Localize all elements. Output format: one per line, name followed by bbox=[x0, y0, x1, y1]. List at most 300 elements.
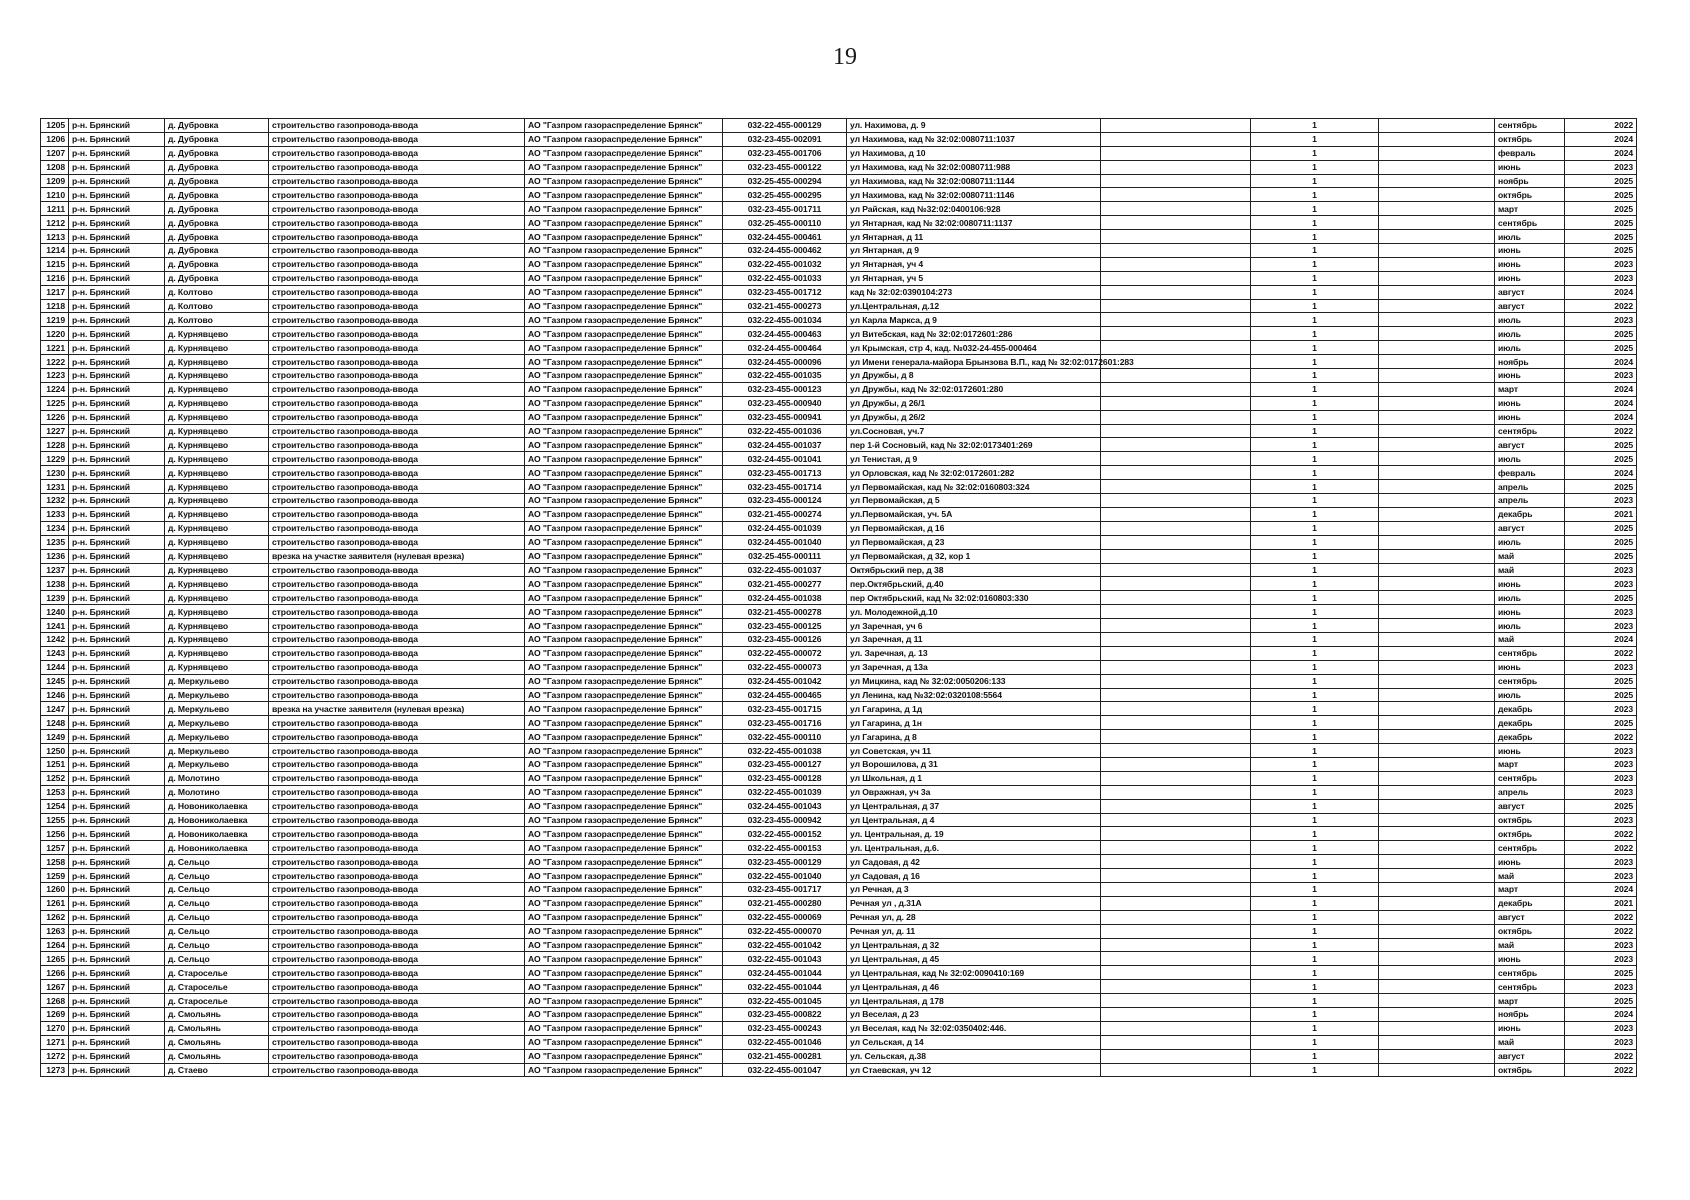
cell-application-code: 032-24-455-000465 bbox=[723, 688, 847, 702]
cell-address: ул Садовая, д 42 bbox=[847, 855, 1101, 869]
cell-quantity: 1 bbox=[1251, 813, 1379, 827]
cell-work-type: строительство газопровода-ввода bbox=[269, 507, 525, 521]
cell-empty-col bbox=[1101, 244, 1251, 258]
cell-year: 2024 bbox=[1565, 382, 1637, 396]
cell-district: р-н. Брянский bbox=[69, 577, 165, 591]
cell-empty-col-2 bbox=[1379, 438, 1495, 452]
cell-address: ул Гагарина, д 1н bbox=[847, 716, 1101, 730]
cell-address: ул Янтарная, уч 4 bbox=[847, 257, 1101, 271]
cell-row-number: 1238 bbox=[41, 577, 69, 591]
cell-settlement: д. Курнявцево bbox=[165, 549, 269, 563]
table-row bbox=[41, 507, 1637, 521]
cell-empty-col bbox=[1101, 480, 1251, 494]
cell-organization: АО "Газпром газораспределение Брянск" bbox=[525, 771, 723, 785]
cell-address: ул Витебская, кад № 32:02:0172601:286 bbox=[847, 327, 1101, 341]
cell-application-code: 032-24-455-001040 bbox=[723, 535, 847, 549]
cell-month: декабрь bbox=[1495, 507, 1565, 521]
cell-quantity: 1 bbox=[1251, 146, 1379, 160]
cell-application-code: 032-21-455-000278 bbox=[723, 605, 847, 619]
cell-address: ул Ленина, кад №32:02:0320108:5564 bbox=[847, 688, 1101, 702]
cell-address: ул Центральная, д 32 bbox=[847, 938, 1101, 952]
cell-organization: АО "Газпром газораспределение Брянск" bbox=[525, 521, 723, 535]
cell-quantity: 1 bbox=[1251, 494, 1379, 508]
cell-organization: АО "Газпром газораспределение Брянск" bbox=[525, 730, 723, 744]
cell-month: май bbox=[1495, 938, 1565, 952]
cell-address: Речная ул , д.31А bbox=[847, 896, 1101, 910]
cell-district: р-н. Брянский bbox=[69, 910, 165, 924]
cell-work-type: строительство газопровода-ввода bbox=[269, 577, 525, 591]
cell-quantity: 1 bbox=[1251, 160, 1379, 174]
cell-address: ул Овражная, уч 3а bbox=[847, 785, 1101, 799]
cell-quantity: 1 bbox=[1251, 674, 1379, 688]
cell-row-number: 1229 bbox=[41, 452, 69, 466]
cell-row-number: 1243 bbox=[41, 646, 69, 660]
cell-district: р-н. Брянский bbox=[69, 841, 165, 855]
cell-empty-col bbox=[1101, 632, 1251, 646]
cell-organization: АО "Газпром газораспределение Брянск" bbox=[525, 174, 723, 188]
cell-year: 2023 bbox=[1565, 869, 1637, 883]
cell-application-code: 032-24-455-000462 bbox=[723, 244, 847, 258]
table-row bbox=[41, 646, 1637, 660]
cell-empty-col-2 bbox=[1379, 1063, 1495, 1077]
cell-empty-col-2 bbox=[1379, 771, 1495, 785]
cell-row-number: 1265 bbox=[41, 952, 69, 966]
cell-work-type: строительство газопровода-ввода bbox=[269, 494, 525, 508]
cell-empty-col-2 bbox=[1379, 841, 1495, 855]
cell-empty-col-2 bbox=[1379, 480, 1495, 494]
cell-work-type: строительство газопровода-ввода bbox=[269, 146, 525, 160]
cell-address: ул Ворошилова, д 31 bbox=[847, 757, 1101, 771]
table-row bbox=[41, 257, 1637, 271]
cell-year: 2022 bbox=[1565, 910, 1637, 924]
cell-year: 2022 bbox=[1565, 119, 1637, 133]
cell-empty-col bbox=[1101, 369, 1251, 383]
cell-row-number: 1270 bbox=[41, 1021, 69, 1035]
cell-organization: АО "Газпром газораспределение Брянск" bbox=[525, 716, 723, 730]
cell-work-type: строительство газопровода-ввода bbox=[269, 896, 525, 910]
cell-year: 2024 bbox=[1565, 146, 1637, 160]
cell-row-number: 1206 bbox=[41, 132, 69, 146]
cell-work-type: строительство газопровода-ввода bbox=[269, 813, 525, 827]
cell-district: р-н. Брянский bbox=[69, 230, 165, 244]
cell-address: ул Райская, кад №32:02:0400106:928 bbox=[847, 202, 1101, 216]
cell-row-number: 1237 bbox=[41, 563, 69, 577]
cell-settlement: д. Курнявцево bbox=[165, 327, 269, 341]
cell-row-number: 1245 bbox=[41, 674, 69, 688]
cell-address: ул. Молодежной,д.10 bbox=[847, 605, 1101, 619]
table-row bbox=[41, 1049, 1637, 1063]
cell-row-number: 1228 bbox=[41, 438, 69, 452]
cell-application-code: 032-22-455-001033 bbox=[723, 271, 847, 285]
cell-month: июнь bbox=[1495, 257, 1565, 271]
cell-year: 2023 bbox=[1565, 160, 1637, 174]
cell-district: р-н. Брянский bbox=[69, 924, 165, 938]
cell-empty-col-2 bbox=[1379, 369, 1495, 383]
cell-empty-col bbox=[1101, 646, 1251, 660]
cell-work-type: строительство газопровода-ввода bbox=[269, 188, 525, 202]
cell-year: 2022 bbox=[1565, 424, 1637, 438]
cell-organization: АО "Газпром газораспределение Брянск" bbox=[525, 410, 723, 424]
table-row bbox=[41, 716, 1637, 730]
cell-row-number: 1269 bbox=[41, 1008, 69, 1022]
cell-application-code: 032-23-455-001712 bbox=[723, 285, 847, 299]
cell-empty-col-2 bbox=[1379, 341, 1495, 355]
cell-year: 2025 bbox=[1565, 341, 1637, 355]
cell-organization: АО "Газпром газораспределение Брянск" bbox=[525, 438, 723, 452]
cell-row-number: 1234 bbox=[41, 521, 69, 535]
cell-address: ул Веселая, кад № 32:02:0350402:446. bbox=[847, 1021, 1101, 1035]
cell-empty-col-2 bbox=[1379, 674, 1495, 688]
cell-year: 2024 bbox=[1565, 466, 1637, 480]
cell-district: р-н. Брянский bbox=[69, 757, 165, 771]
table-row bbox=[41, 424, 1637, 438]
cell-quantity: 1 bbox=[1251, 313, 1379, 327]
cell-empty-col-2 bbox=[1379, 216, 1495, 230]
cell-application-code: 032-22-455-001036 bbox=[723, 424, 847, 438]
cell-address: кад № 32:02:0390104:273 bbox=[847, 285, 1101, 299]
cell-empty-col-2 bbox=[1379, 813, 1495, 827]
cell-address: Октябрьский пер, д 38 bbox=[847, 563, 1101, 577]
cell-district: р-н. Брянский bbox=[69, 1021, 165, 1035]
cell-row-number: 1266 bbox=[41, 966, 69, 980]
cell-application-code: 032-21-455-000274 bbox=[723, 507, 847, 521]
cell-address: ул Сельская, д 14 bbox=[847, 1035, 1101, 1049]
cell-organization: АО "Газпром газораспределение Брянск" bbox=[525, 980, 723, 994]
cell-empty-col-2 bbox=[1379, 230, 1495, 244]
cell-year: 2024 bbox=[1565, 396, 1637, 410]
cell-year: 2022 bbox=[1565, 924, 1637, 938]
cell-settlement: д. Сельцо bbox=[165, 938, 269, 952]
cell-district: р-н. Брянский bbox=[69, 216, 165, 230]
cell-district: р-н. Брянский bbox=[69, 688, 165, 702]
cell-settlement: д. Дубровка bbox=[165, 174, 269, 188]
cell-year: 2025 bbox=[1565, 216, 1637, 230]
cell-row-number: 1259 bbox=[41, 869, 69, 883]
cell-work-type: строительство газопровода-ввода bbox=[269, 688, 525, 702]
cell-application-code: 032-22-455-001042 bbox=[723, 938, 847, 952]
cell-year: 2023 bbox=[1565, 702, 1637, 716]
cell-quantity: 1 bbox=[1251, 271, 1379, 285]
cell-address: ул Карла Маркса, д 9 bbox=[847, 313, 1101, 327]
cell-application-code: 032-23-455-001711 bbox=[723, 202, 847, 216]
cell-settlement: д. Дубровка bbox=[165, 119, 269, 133]
table-row bbox=[41, 702, 1637, 716]
cell-district: р-н. Брянский bbox=[69, 410, 165, 424]
cell-settlement: д. Курнявцево bbox=[165, 410, 269, 424]
cell-work-type: строительство газопровода-ввода bbox=[269, 910, 525, 924]
registry-table bbox=[40, 118, 1637, 1077]
cell-year: 2023 bbox=[1565, 813, 1637, 827]
cell-address: ул Имени генерала-майора Брынзова В.П., кад № 32:02:0172601:283 bbox=[847, 355, 1101, 369]
cell-organization: АО "Газпром газораспределение Брянск" bbox=[525, 244, 723, 258]
cell-settlement: д. Новониколаевка bbox=[165, 841, 269, 855]
cell-empty-col bbox=[1101, 146, 1251, 160]
table-row bbox=[41, 341, 1637, 355]
table-row bbox=[41, 660, 1637, 674]
cell-work-type: строительство газопровода-ввода bbox=[269, 160, 525, 174]
table-row bbox=[41, 757, 1637, 771]
cell-row-number: 1262 bbox=[41, 910, 69, 924]
cell-year: 2025 bbox=[1565, 549, 1637, 563]
cell-work-type: строительство газопровода-ввода bbox=[269, 730, 525, 744]
cell-district: р-н. Брянский bbox=[69, 452, 165, 466]
cell-quantity: 1 bbox=[1251, 244, 1379, 258]
cell-organization: АО "Газпром газораспределение Брянск" bbox=[525, 924, 723, 938]
cell-month: июль bbox=[1495, 688, 1565, 702]
table-row bbox=[41, 480, 1637, 494]
cell-row-number: 1267 bbox=[41, 980, 69, 994]
cell-application-code: 032-22-455-001034 bbox=[723, 313, 847, 327]
cell-work-type: строительство газопровода-ввода bbox=[269, 132, 525, 146]
cell-application-code: 032-22-455-001032 bbox=[723, 257, 847, 271]
cell-month: ноябрь bbox=[1495, 1008, 1565, 1022]
cell-row-number: 1223 bbox=[41, 369, 69, 383]
cell-quantity: 1 bbox=[1251, 910, 1379, 924]
cell-organization: АО "Газпром газораспределение Брянск" bbox=[525, 896, 723, 910]
cell-year: 2024 bbox=[1565, 882, 1637, 896]
cell-quantity: 1 bbox=[1251, 216, 1379, 230]
cell-quantity: 1 bbox=[1251, 841, 1379, 855]
cell-year: 2023 bbox=[1565, 271, 1637, 285]
cell-empty-col-2 bbox=[1379, 132, 1495, 146]
cell-empty-col bbox=[1101, 507, 1251, 521]
cell-row-number: 1244 bbox=[41, 660, 69, 674]
cell-organization: АО "Газпром газораспределение Брянск" bbox=[525, 549, 723, 563]
cell-organization: АО "Газпром газораспределение Брянск" bbox=[525, 605, 723, 619]
cell-settlement: д. Меркульево bbox=[165, 702, 269, 716]
cell-address: ул Янтарная, уч 5 bbox=[847, 271, 1101, 285]
cell-empty-col-2 bbox=[1379, 549, 1495, 563]
cell-application-code: 032-21-455-000277 bbox=[723, 577, 847, 591]
cell-row-number: 1219 bbox=[41, 313, 69, 327]
cell-empty-col bbox=[1101, 313, 1251, 327]
cell-row-number: 1264 bbox=[41, 938, 69, 952]
cell-year: 2023 bbox=[1565, 313, 1637, 327]
table-row bbox=[41, 980, 1637, 994]
cell-month: сентябрь bbox=[1495, 646, 1565, 660]
table-row bbox=[41, 605, 1637, 619]
cell-quantity: 1 bbox=[1251, 757, 1379, 771]
cell-row-number: 1247 bbox=[41, 702, 69, 716]
cell-district: р-н. Брянский bbox=[69, 966, 165, 980]
cell-settlement: д. Меркульево bbox=[165, 730, 269, 744]
cell-address: ул.Центральная, д.12 bbox=[847, 299, 1101, 313]
cell-empty-col bbox=[1101, 410, 1251, 424]
cell-month: сентябрь bbox=[1495, 771, 1565, 785]
cell-empty-col bbox=[1101, 605, 1251, 619]
cell-address: ул Заречная, уч 6 bbox=[847, 619, 1101, 633]
cell-settlement: д. Меркульево bbox=[165, 716, 269, 730]
cell-work-type: строительство газопровода-ввода bbox=[269, 591, 525, 605]
cell-organization: АО "Газпром газораспределение Брянск" bbox=[525, 966, 723, 980]
cell-empty-col bbox=[1101, 424, 1251, 438]
cell-quantity: 1 bbox=[1251, 896, 1379, 910]
cell-empty-col bbox=[1101, 452, 1251, 466]
cell-row-number: 1209 bbox=[41, 174, 69, 188]
cell-row-number: 1224 bbox=[41, 382, 69, 396]
cell-month: сентябрь bbox=[1495, 216, 1565, 230]
cell-district: р-н. Брянский bbox=[69, 202, 165, 216]
cell-empty-col bbox=[1101, 160, 1251, 174]
cell-settlement: д. Стаево bbox=[165, 1063, 269, 1077]
cell-settlement: д. Курнявцево bbox=[165, 577, 269, 591]
cell-settlement: д. Курнявцево bbox=[165, 660, 269, 674]
cell-empty-col-2 bbox=[1379, 521, 1495, 535]
cell-empty-col bbox=[1101, 966, 1251, 980]
cell-address: ул Орловская, кад № 32:02:0172601:282 bbox=[847, 466, 1101, 480]
cell-work-type: строительство газопровода-ввода bbox=[269, 119, 525, 133]
cell-work-type: строительство газопровода-ввода bbox=[269, 1008, 525, 1022]
cell-organization: АО "Газпром газораспределение Брянск" bbox=[525, 188, 723, 202]
cell-month: ноябрь bbox=[1495, 355, 1565, 369]
table-row bbox=[41, 994, 1637, 1008]
cell-empty-col-2 bbox=[1379, 299, 1495, 313]
cell-address: ул. Сельская, д.38 bbox=[847, 1049, 1101, 1063]
cell-settlement: д. Курнявцево bbox=[165, 438, 269, 452]
cell-empty-col bbox=[1101, 924, 1251, 938]
cell-year: 2022 bbox=[1565, 1063, 1637, 1077]
cell-application-code: 032-22-455-001039 bbox=[723, 785, 847, 799]
cell-month: март bbox=[1495, 757, 1565, 771]
cell-empty-col bbox=[1101, 299, 1251, 313]
cell-work-type: строительство газопровода-ввода bbox=[269, 952, 525, 966]
cell-empty-col bbox=[1101, 716, 1251, 730]
cell-settlement: д. Курнявцево bbox=[165, 507, 269, 521]
cell-settlement: д. Курнявцево bbox=[165, 369, 269, 383]
cell-district: р-н. Брянский bbox=[69, 1063, 165, 1077]
cell-work-type: строительство газопровода-ввода bbox=[269, 216, 525, 230]
cell-quantity: 1 bbox=[1251, 355, 1379, 369]
cell-organization: АО "Газпром газораспределение Брянск" bbox=[525, 632, 723, 646]
cell-row-number: 1218 bbox=[41, 299, 69, 313]
cell-district: р-н. Брянский bbox=[69, 882, 165, 896]
cell-application-code: 032-22-455-001040 bbox=[723, 869, 847, 883]
cell-work-type: строительство газопровода-ввода bbox=[269, 994, 525, 1008]
cell-empty-col-2 bbox=[1379, 952, 1495, 966]
cell-empty-col bbox=[1101, 896, 1251, 910]
cell-organization: АО "Газпром газораспределение Брянск" bbox=[525, 271, 723, 285]
cell-row-number: 1227 bbox=[41, 424, 69, 438]
cell-work-type: строительство газопровода-ввода bbox=[269, 827, 525, 841]
cell-district: р-н. Брянский bbox=[69, 896, 165, 910]
cell-settlement: д. Курнявцево bbox=[165, 382, 269, 396]
cell-application-code: 032-23-455-000822 bbox=[723, 1008, 847, 1022]
table-row bbox=[41, 452, 1637, 466]
cell-address: ул Центральная, д 37 bbox=[847, 799, 1101, 813]
table-row bbox=[41, 494, 1637, 508]
cell-empty-col bbox=[1101, 1021, 1251, 1035]
cell-application-code: 032-22-455-001045 bbox=[723, 994, 847, 1008]
cell-work-type: строительство газопровода-ввода bbox=[269, 924, 525, 938]
cell-empty-col bbox=[1101, 563, 1251, 577]
cell-month: июль bbox=[1495, 452, 1565, 466]
cell-year: 2025 bbox=[1565, 327, 1637, 341]
cell-month: июль bbox=[1495, 327, 1565, 341]
cell-empty-col-2 bbox=[1379, 202, 1495, 216]
cell-quantity: 1 bbox=[1251, 646, 1379, 660]
cell-settlement: д. Курнявцево bbox=[165, 494, 269, 508]
cell-district: р-н. Брянский bbox=[69, 244, 165, 258]
cell-district: р-н. Брянский bbox=[69, 369, 165, 383]
cell-work-type: строительство газопровода-ввода bbox=[269, 327, 525, 341]
cell-district: р-н. Брянский bbox=[69, 855, 165, 869]
cell-address: ул.Сосновая, уч.7 bbox=[847, 424, 1101, 438]
cell-quantity: 1 bbox=[1251, 577, 1379, 591]
cell-address: ул Веселая, д 23 bbox=[847, 1008, 1101, 1022]
cell-address: ул Дружбы, д 26/1 bbox=[847, 396, 1101, 410]
cell-empty-col bbox=[1101, 994, 1251, 1008]
cell-application-code: 032-24-455-001041 bbox=[723, 452, 847, 466]
cell-month: июль bbox=[1495, 341, 1565, 355]
cell-quantity: 1 bbox=[1251, 341, 1379, 355]
cell-settlement: д. Дубровка bbox=[165, 160, 269, 174]
cell-month: сентябрь bbox=[1495, 674, 1565, 688]
cell-empty-col-2 bbox=[1379, 424, 1495, 438]
cell-address: Речная ул, д. 11 bbox=[847, 924, 1101, 938]
cell-application-code: 032-24-455-000096 bbox=[723, 355, 847, 369]
cell-district: р-н. Брянский bbox=[69, 938, 165, 952]
cell-empty-col bbox=[1101, 132, 1251, 146]
table-row bbox=[41, 327, 1637, 341]
cell-empty-col-2 bbox=[1379, 507, 1495, 521]
cell-settlement: д. Колтово bbox=[165, 313, 269, 327]
cell-year: 2025 bbox=[1565, 716, 1637, 730]
cell-address: ул.Первомайская, уч. 5А bbox=[847, 507, 1101, 521]
cell-empty-col bbox=[1101, 202, 1251, 216]
cell-row-number: 1251 bbox=[41, 757, 69, 771]
cell-application-code: 032-23-455-000124 bbox=[723, 494, 847, 508]
cell-empty-col-2 bbox=[1379, 980, 1495, 994]
cell-settlement: д. Дубровка bbox=[165, 244, 269, 258]
cell-quantity: 1 bbox=[1251, 605, 1379, 619]
cell-organization: АО "Газпром газораспределение Брянск" bbox=[525, 494, 723, 508]
cell-row-number: 1214 bbox=[41, 244, 69, 258]
cell-district: р-н. Брянский bbox=[69, 535, 165, 549]
cell-settlement: д. Новониколаевка bbox=[165, 799, 269, 813]
cell-year: 2023 bbox=[1565, 757, 1637, 771]
cell-row-number: 1225 bbox=[41, 396, 69, 410]
cell-year: 2021 bbox=[1565, 507, 1637, 521]
cell-work-type: строительство газопровода-ввода bbox=[269, 855, 525, 869]
cell-quantity: 1 bbox=[1251, 230, 1379, 244]
cell-district: р-н. Брянский bbox=[69, 869, 165, 883]
table-row bbox=[41, 799, 1637, 813]
cell-month: август bbox=[1495, 910, 1565, 924]
cell-application-code: 032-23-455-001713 bbox=[723, 466, 847, 480]
cell-empty-col bbox=[1101, 230, 1251, 244]
cell-work-type: строительство газопровода-ввода bbox=[269, 799, 525, 813]
cell-year: 2025 bbox=[1565, 452, 1637, 466]
cell-address: ул Дружбы, кад № 32:02:0172601:280 bbox=[847, 382, 1101, 396]
table-row bbox=[41, 924, 1637, 938]
cell-row-number: 1250 bbox=[41, 744, 69, 758]
cell-application-code: 032-24-455-000461 bbox=[723, 230, 847, 244]
table-row bbox=[41, 174, 1637, 188]
cell-organization: АО "Газпром газораспределение Брянск" bbox=[525, 285, 723, 299]
cell-row-number: 1210 bbox=[41, 188, 69, 202]
cell-month: август bbox=[1495, 285, 1565, 299]
cell-empty-col bbox=[1101, 494, 1251, 508]
cell-address: ул Центральная, д 4 bbox=[847, 813, 1101, 827]
cell-application-code: 032-24-455-001042 bbox=[723, 674, 847, 688]
cell-settlement: д. Смольянь bbox=[165, 1035, 269, 1049]
cell-organization: АО "Газпром газораспределение Брянск" bbox=[525, 202, 723, 216]
cell-district: р-н. Брянский bbox=[69, 785, 165, 799]
table-row bbox=[41, 535, 1637, 549]
cell-organization: АО "Газпром газораспределение Брянск" bbox=[525, 146, 723, 160]
cell-year: 2023 bbox=[1565, 619, 1637, 633]
cell-address: ул Первомайская, кад № 32:02:0160803:324 bbox=[847, 480, 1101, 494]
